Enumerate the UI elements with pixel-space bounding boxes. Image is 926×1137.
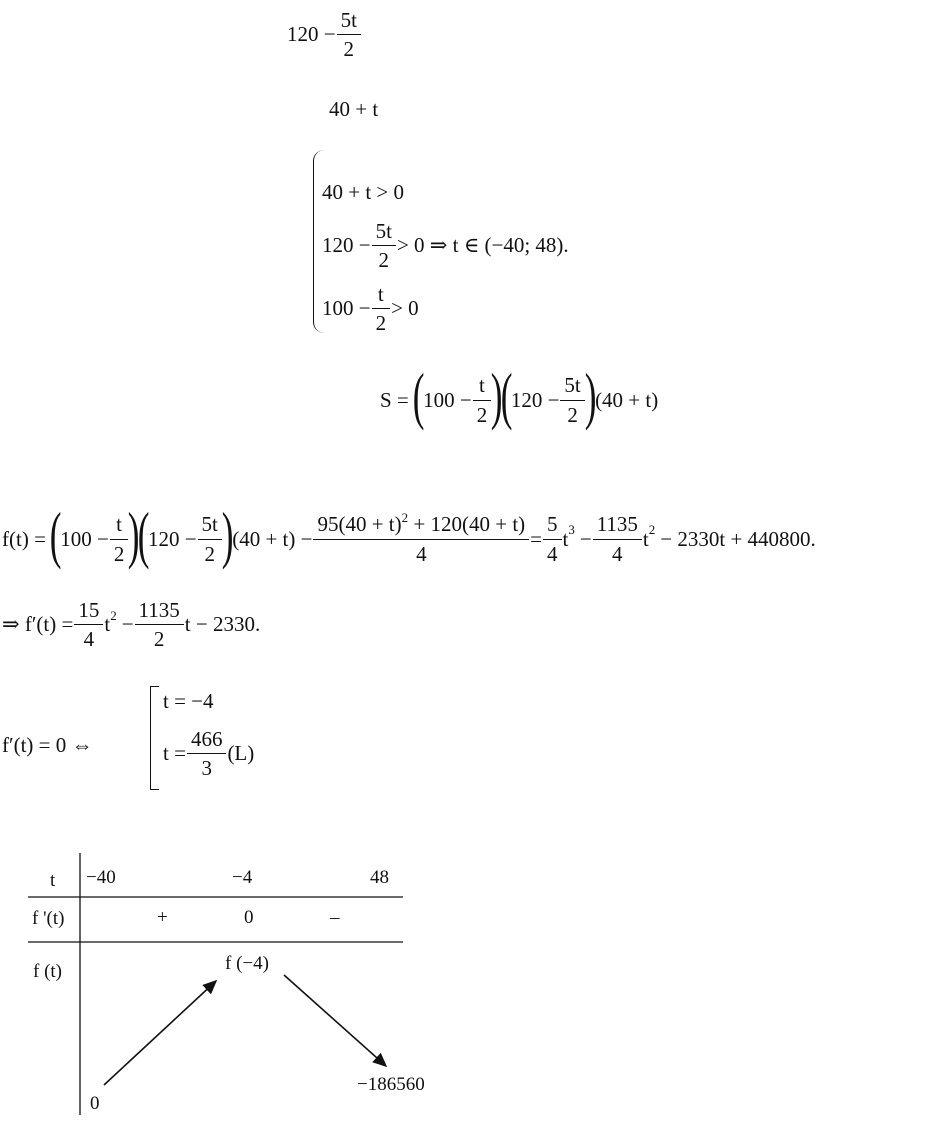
left-paren: (: [49, 499, 62, 570]
fraction-numerator: 5t: [340, 8, 357, 32]
table-header-derivative: f '(t): [32, 908, 65, 929]
table-x-value: −4: [232, 867, 253, 888]
fraction-numerator: 5t: [201, 512, 218, 537]
right-paren: ): [221, 499, 234, 570]
fraction-numerator: 1135: [596, 512, 638, 537]
roots-lhs: f′(t) = 0 ⇔: [2, 733, 93, 757]
exponent: 2: [110, 607, 117, 623]
fraction-numerator: 1135: [138, 598, 180, 622]
expr-text: (L): [227, 741, 255, 766]
table-sign: +: [157, 907, 168, 928]
fraction-numerator: t: [377, 282, 384, 306]
fraction-numerator: 15: [78, 598, 100, 622]
expr-text: t: [104, 612, 111, 637]
fraction-numerator: t: [479, 373, 485, 398]
fraction-denominator: 4: [543, 539, 562, 566]
fraction-denominator: 2: [372, 308, 391, 335]
expr-text: S =: [380, 387, 409, 412]
expr-text: 120 −: [287, 22, 336, 47]
fraction-denominator: 4: [313, 539, 529, 566]
expr-text: 95(40 + t): [317, 512, 402, 537]
expr-text: > 0 ⇒ t ∈ (−40; 48).: [396, 233, 569, 258]
expr-text: ⇒ f′(t) =: [2, 612, 74, 637]
expr-text: t − 2330.: [184, 612, 261, 637]
fraction-numerator: 466: [190, 727, 223, 751]
left-paren: (: [500, 360, 513, 431]
increasing-arrow: [104, 981, 216, 1085]
expr-text: 120 −: [510, 387, 560, 412]
fraction-numerator: t: [116, 512, 122, 537]
expr-text: f(t) =: [2, 526, 46, 551]
expr-text: 100 −: [423, 387, 472, 412]
expr-text: 120 −: [322, 233, 371, 258]
expr-text: 100 −: [60, 526, 109, 551]
fraction-numerator: 5t: [375, 219, 392, 243]
fraction-denominator: 2: [135, 624, 184, 651]
fraction-denominator: 3: [187, 753, 227, 780]
exponent: 2: [401, 510, 409, 526]
table-sign: 0: [244, 907, 254, 928]
expression-height: 40 + t: [329, 97, 379, 121]
right-paren: ): [490, 360, 503, 431]
expr-text: (40 + t): [595, 387, 659, 412]
exponent: 3: [568, 522, 575, 537]
expr-text: 100 −: [322, 296, 371, 321]
left-paren: (: [137, 499, 150, 570]
decreasing-arrow: [284, 975, 386, 1066]
fraction-denominator: 4: [593, 539, 642, 566]
expr-text: t: [562, 526, 569, 551]
expr-text: + 120(40 + t): [413, 512, 526, 537]
expr-text: t =: [163, 741, 186, 766]
expr-text: − 2330t + 440800.: [660, 526, 816, 551]
right-paren: ): [128, 499, 140, 570]
table-sign: –: [330, 907, 340, 928]
fraction-denominator: 2: [110, 539, 129, 566]
system-row-1: 40 + t > 0: [322, 180, 405, 204]
table-max-value: f (−4): [225, 953, 269, 974]
expr-text: −: [121, 612, 134, 637]
table-x-value: 48: [370, 867, 389, 888]
fraction-numerator: 5t: [564, 373, 581, 398]
expr-text: 120 −: [147, 526, 197, 551]
root-1: t = −4: [163, 689, 214, 713]
exponent: 2: [648, 522, 656, 537]
fraction-denominator: 4: [74, 624, 103, 651]
table-right-value: −186560: [357, 1074, 425, 1095]
left-paren: (: [412, 360, 425, 431]
expr-text: > 0: [391, 296, 419, 321]
fraction-numerator: 5: [547, 512, 558, 537]
table-header-t: t: [50, 870, 56, 891]
fraction-denominator: 2: [560, 400, 584, 427]
right-paren: ): [584, 360, 597, 431]
fraction-denominator: 2: [198, 539, 222, 566]
expr-text: −: [579, 526, 592, 551]
expr-text: =: [530, 526, 542, 551]
expr-text: t: [642, 526, 649, 551]
table-left-value: 0: [90, 1093, 100, 1114]
fraction-denominator: 2: [337, 34, 361, 61]
expr-text: (40 + t) −: [232, 526, 313, 551]
table-header-function: f (t): [33, 961, 63, 982]
fraction-denominator: 2: [473, 400, 492, 427]
fraction-denominator: 2: [372, 245, 396, 272]
table-x-value: −40: [86, 867, 116, 888]
